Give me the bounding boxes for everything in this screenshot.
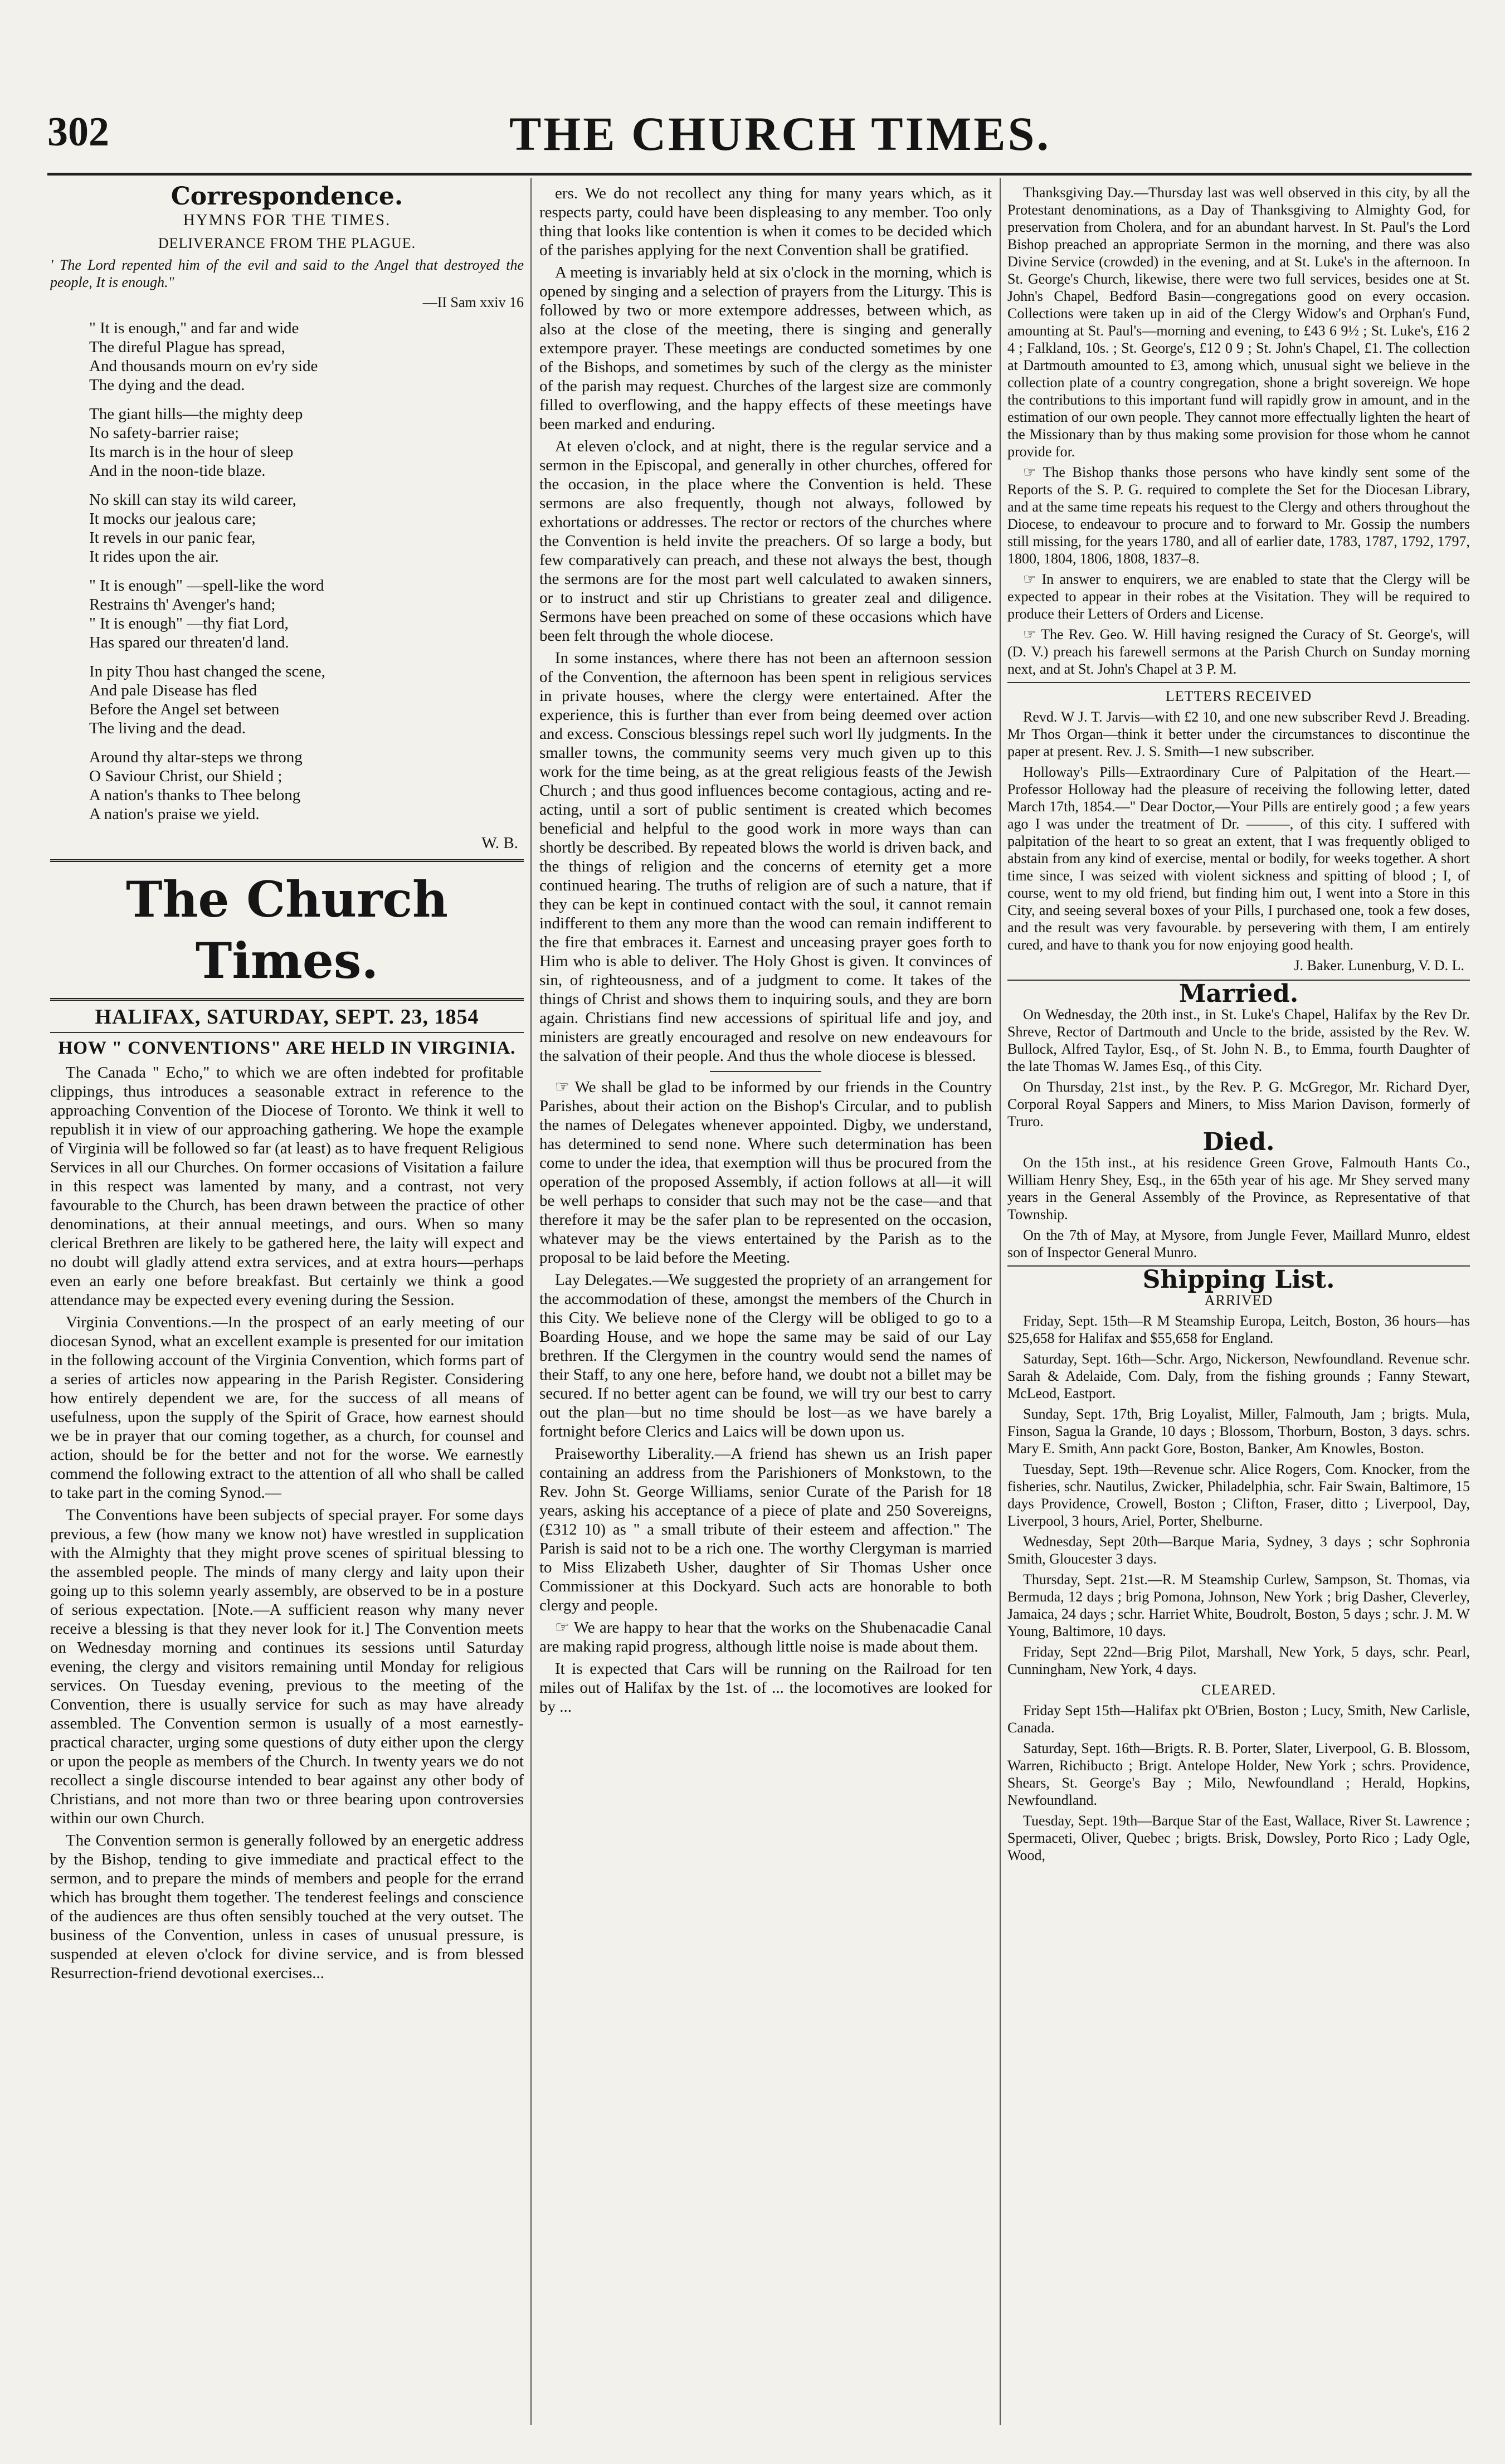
page-number: 302 (47, 109, 109, 155)
married-notice: On Thursday, 21st inst., by the Rev. P. G. McGregor, Mr. Richard Dyer, Corporal Royal Sappers and Miners, to Miss Marion Davison, formerly of Truro. (1007, 1079, 1470, 1129)
died-notice: On the 7th of May, at Mysore, from Jungle Fever, Maillard Munro, eldest son of Inspector General Munro. (1007, 1227, 1470, 1260)
notice-paragraph: ☞ We shall be glad to be informed by our friends in the Country Parishes, about their action on the Bishop's Circular, and to publish the names of Delegates whenever appointed. Digby, we understand, has determined to send none. Where such determination has been come to under the idea, that exemption will thus be procured from the operation of the proposed Assembly, if action follows at all—it will be well perhaps to consider that such may not be the case—and that therefore it may be the safer plan to be represented on the occasion, whatever may be the views entertained by the Parish as to the proposal to be laid before the Meeting. (539, 1078, 992, 1267)
rule (1007, 682, 1470, 683)
article-paragraph: ers. We do not recollect any thing for many years which, as it respects party, could have been displeasing to any member. Too only thing that looks like contention is when it comes to be decided which of the parishes applying for the next Convention shall be gratified. (539, 184, 992, 259)
cleared-entry: Saturday, Sept. 16th—Brigts. R. B. Porter, Slater, Liverpool, G. B. Blossom, Warren, Richibucto ; Brigt. Antelope Holder, New York ; schrs. Providence, Shears, St. George's Bay ; Milo, Newfoundland ; Herald, Hopkins, Newfoundland. (1007, 1740, 1470, 1808)
notice-paragraph: Praiseworthy Liberality.—A friend has shewn us an Irish paper containing an address from the Parishioners of Monkstown, to the Rev. John St. George Williams, senior Curate of the Parish for 18 years, asking his acceptance of a piece of plate and 250 Sovereigns, (£312 10) as " a small tribute of their esteem and affection." The Parish is said not to be a rich one. The worthy Clergyman is married to Miss Elizabeth Usher, daughter of Sir Thomas Usher once Commissioner at this Dockyard. Such acts are honorable to both clergy and people. (539, 1445, 992, 1614)
column-2 (539, 184, 992, 2425)
hymn-stanza: Around thy altar-steps we throng O Saviour Christ, our Shield ; A nation's thanks to Thee belong A nation's praise we yield. (89, 748, 303, 823)
notice-paragraph: It is expected that Cars will be running on the Railroad for ten miles out of Halifax by the 1st. of ... the locomotives are looked for by ... (539, 1660, 992, 1716)
arrival-entry: Wednesday, Sept 20th—Barque Maria, Sydney, 3 days ; schr Sophronia Smith, Gloucester 3 days. (1007, 1533, 1470, 1567)
hymn-stanza: The giant hills—the mighty deep No safety-barrier raise; Its march is in the hour of sleep And in the noon-tide blaze. (89, 405, 303, 480)
arrival-entry: Tuesday, Sept. 19th—Revenue schr. Alice Rogers, Com. Knocker, from the fisheries, schr. Nautilus, Zwicker, Philadelphia, schr. Fair Swain, Baltimore, 15 days Providence, Crowell, Boston ; Clifton, Fraser, ditto ; Liverpool, Day, Liverpool, 3 hours, Ariel, Porter, Shelburne. (1007, 1461, 1470, 1529)
header-rule (47, 173, 1472, 176)
column-3 (1007, 184, 1470, 2425)
hymn-stanza: " It is enough," and far and wide The direful Plague has spread, And thousands mourn on ev'ry side The dying and the dead. (89, 319, 318, 394)
masthead: THE CHURCH TIMES. (509, 107, 1051, 160)
article-heading: HOW " CONVENTIONS" ARE HELD IN VIRGINIA. (58, 1038, 516, 1058)
article-paragraph: In some instances, where there has not been an afternoon session of the Convention, the afternoon has been spent in religious services in private houses, where the clergy were entertained. After the experience, this is further than ever from being deemed over action and excess. Conscious blessings repel such worl lly judgments. In the smaller towns, the community seems very much given up to this work for the time being, as at the great religious feasts of the Jewish Church ; and thus good influences become contagious, acting and re-acting, until a sort of public sentiment is created which becomes beneficial and helpful to the good work in more ways than can shortly be described. By repeated blows the world is driven back, and the things of religion and the concerns of eternity get a more continued hearing. The truths of religion are of such a nature, that if they can be kept in continued contact with the soul, it cannot remain indifferent to them any more than the wood can remain indifferent to the fire that embraces it. Earnest and unceasing prayer goes forth to Him who is able to deliver. The Holy Ghost is given. It convinces of sin, of righteousness, and of a judgment to come. It takes of the things of Christ and shows them to inquiring souls, and they are born again. Christians find new accessions of spiritual life and joy, and ministers are greatly encouraged and resolve on new endeavours for the salvation of their people. And thus the whole diocese is blessed. (539, 649, 992, 1065)
hymn-signature: W. B. (481, 834, 518, 852)
hymn-subheading: DELIVERANCE FROM THE PLAGUE. (158, 235, 416, 251)
letters-paragraph: Holloway's Pills—Extraordinary Cure of Palpitation of the Heart.—Professor Holloway had the pleasure of receiving the following letter, dated March 17th, 1854.—" Dear Doctor,—Your Pills are entirely good ; a few years ago I was under the treatment of Dr. ———, of this city. I suffered with palpitation of the heart to so great an extent, that I was frequently obliged to abstain from any kind of exercise, mental or bodily, for weeks together. A short time since, I was seized with violent sickness and spitting of blood ; I, of course, went to my old friend, but finding him out, I went into a Store in this City, and seeing several boxes of your Pills, I purchased one, took a few doses, and the result was very favourable. by persevering with them, I am entirely cured, and have to thank you for now enjoying good health. (1007, 764, 1470, 953)
died-heading: Died. (1202, 1128, 1275, 1156)
arrival-entry: Thursday, Sept. 21st.—R. M Steamship Curlew, Sampson, St. Thomas, via Bermuda, 12 days ; brig Pomona, Johnson, New York ; brig Dasher, Cleverley, Jamaica, 24 days ; schr. Harriet White, Boudrolt, Boston, 5 days ; schr. J. M. W Young, Baltimore, 10 days. (1007, 1571, 1470, 1639)
arrival-entry: Sunday, Sept. 17th, Brig Loyalist, Miller, Falmouth, Jam ; brigts. Mula, Finson, Sagua la Grande, 10 days ; Blossom, Thorburn, Boston, 3 days. schrs. Mary E. Smith, Ann packt Gore, Boston, Banker, Am Knowles, Boston. (1007, 1406, 1470, 1457)
letters-signature: J. Baker. Lunenburg, V. D. L. (1294, 957, 1464, 973)
letters-heading: LETTERS RECEIVED (1165, 688, 1312, 704)
epigraph: ' The Lord repented him of the evil and said to the Angel that destroyed the people, It is enough." (50, 257, 524, 290)
section-rule (50, 998, 524, 1001)
cleared-entry: Tuesday, Sept. 19th—Barque Star of the East, Wallace, River St. Lawrence ; Spermaceti, Oliver, Quebec ; brigts. Brisk, Dowsley, Porto Rico ; Lady Ogle, Wood, (1007, 1813, 1470, 1863)
cleared-heading: CLEARED. (1201, 1682, 1277, 1698)
hymn-stanza: " It is enough" —spell-like the word Restrains th' Avenger's hand; " It is enough" —thy fiat Lord, Has spared our threaten'd land. (89, 577, 324, 651)
married-notice: On Wednesday, the 20th inst., in St. Luke's Chapel, Halifax by the Rev Dr. Shreve, Rector of Dartmouth and Uncle to the bride, assisted by the Rev. W. Bullock, Alfred Taylor, Esq., of St. John N. B., to Emma, fourth Daughter of the late Thomas W. James Esq., of this City. (1007, 1006, 1470, 1074)
notice-paragraph: Thanksgiving Day.—Thursday last was well observed in this city, by all the Protestant denominations, as a Day of Thanksgiving to Almighty God, for preservation from Cholera, and for an abundant harvest. In St. Paul's the Lord Bishop preached an appropriate Sermon in the morning, and there was also Divine Service (crowded) in the evening, and at St. Luke's in the afternoon. In St. George's Church, likewise, there were two full services, besides one at St. John's Chapel, Bedford Basin—congregations good on every occasion. Collections were taken up in aid of the Clergy Widow's and Orphan's Fund, amounting at St. Paul's—morning and evening, to £43 6 9½ ; St. Luke's, £16 2 4 ; Falkland, 10s. ; St. George's, £12 0 9 ; St. John's Chapel, £1. The collection at Dartmouth amounted to £3, among which, unusual sight we believe in the collection plate of a country congregation, shone a bright sovereign. We hope the contributions to this important fund will rapidly grow in amount, and in the estimation of our own people. They cannot more effectually lighten the heart of the Missionary than by thus making some provision for those whom he cannot provide for. (1007, 184, 1470, 460)
article-paragraph: Virginia Conventions.—In the prospect of an early meeting of our diocesan Synod, what an excellent example is presented for our imitation in the following account of the Virginia Convention, which forms part of a series of articles now appearing in the Parish Register. Considering how entirely dependent we are, for the success of all means of usefulness, upon the supply of the Spirit of Grace, how earnest should we be in prayer that our coming together, as a church, for counsel and action, should be for the better and not for the worse. We earnestly commend the following extract to the attention of all who shall be called to take part in the coming Synod.— (50, 1313, 524, 1502)
died-notice: On the 15th inst., at his residence Green Grove, Falmouth Hants Co., William Henry Shey, Esq., in the 65th year of his age. Mr Shey served many years in the General Assembly of the Province, as Representative of that Township. (1007, 1155, 1470, 1223)
letters-paragraph: Revd. W J. T. Jarvis—with £2 10, and one new subscriber Revd J. Breading. Mr Thos Organ—think it better under the circumstances to discontinue the paper at present. Rev. J. S. Smith—1 new subscriber. (1007, 709, 1470, 759)
column-divider (530, 178, 532, 2425)
column-divider (1000, 178, 1001, 2425)
arrival-entry: Saturday, Sept. 16th—Schr. Argo, Nickerson, Newfoundland. Revenue schr. Sarah & Adelaide, Com. Daly, from the fishing grounds ; Fanny Stewart, McLeod, Eastport. (1007, 1351, 1470, 1401)
cleared-entry: Friday Sept 15th—Halifax pkt O'Brien, Boston ; Lucy, Smith, New Carlisle, Canada. (1007, 1702, 1470, 1736)
married-heading: Married. (1178, 980, 1299, 1008)
notice-paragraph: ☞ In answer to enquirers, we are enabled to state that the Clergy will be expected to appear in their robes at the Visitation. They will be required to produce their Letters of Orders and License. (1007, 571, 1470, 622)
notice-paragraph: ☞ The Rev. Geo. W. Hill having resigned the Curacy of St. George's, will (D. V.) preach his farewell sermons at the Parish Church on Sunday morning next, and at St. John's Chapel at 3 P. M. (1007, 626, 1470, 677)
notice-paragraph: ☞ The Bishop thanks those persons who have kindly sent some of the Reports of the S. P. G. required to complete the Set for the Diocesan Library, and at the same time repeats his request to the Clergy and others throughout the Diocese, to endeavour to procure and to forward to Mr. Gossip the numbers still missing, for the years 1780, and all of earlier date, 1783, 1787, 1792, 1797, 1800, 1804, 1806, 1808, 1837–8. (1007, 464, 1470, 567)
arrived-heading: ARRIVED (1204, 1292, 1273, 1308)
hymn-stanza: No skill can stay its wild career, It mocks our jealous care; It revels in our panic fear, It rides upon the air. (89, 491, 296, 566)
epigraph-reference: —II Sam xxiv 16 (422, 294, 524, 310)
hymn-heading: HYMNS FOR THE TIMES. (183, 211, 391, 229)
article-paragraph: The Conventions have been subjects of special prayer. For some days previous, a few (how many we know not) have wrestled in supplication with the Almighty that they might prove scenes of spiritual blessing to the assembled people. The minds of many clergy and laity upon their going up to this solemn yearly assembly, are observed to be in a posture of serious expectation. [Note.—A sufficient reason why many never receive a blessing is that they never look for it.] The Convention meets on Wednesday morning and continues its sessions until Saturday evening, the clergy and visitors remaining until Monday for religious services. On Tuesday evening, previous to the meeting of the Convention, there is usually service for such as may have already assembled. The Convention sermon is usually of a most earnestly-practical character, urging some questions of duty either upon the clergy or upon the people as members of the Church. In twenty years we do not recollect a single discourse intended to bear against any other body of Christians, and not more than two or three bearing upon controversies within our own Church. (50, 1506, 524, 1827)
shipping-heading: Shipping List. (1142, 1265, 1335, 1294)
section-rule (50, 859, 524, 862)
arrival-entry: Friday, Sept. 15th—R M Steamship Europa, Leitch, Boston, 36 hours—has $25,658 for Halifax and $55,658 for England. (1007, 1313, 1470, 1346)
article-paragraph: At eleven o'clock, and at night, there is the regular service and a sermon in the Episcopal, and generally in other churches, offered for the occasion, in the place where the Convention is held. These sermons are also frequently, though not always, followed by exhortations or addresses. The rector or rectors of the churches where the Convention is held invite the preachers. Of so large a body, but few comparatively can preach, and these not always the best, though the sermons are for the most part well calculated to awaken sinners, or to instruct and stir up Christians to greater zeal and diligence. Sermons have been preached on some of these occasions which have been felt through the whole diocese. (539, 437, 992, 645)
paper-title: The Church Times. (125, 870, 448, 990)
article-paragraph: The Convention sermon is generally followed by an energetic address by the Bishop, tending to give immediate and practical effect to the sermon, and to prepare the minds of members and people for the errand which has brought them together. The tenderest feelings and conscience of the audiences are thus often sensibly touched at the very outset. The business of the Convention, unless in cases of unusual pressure, is suspended at eleven o'clock for divine service, and is from blessed Resurrection-friend devotional exercises... (50, 1832, 524, 1982)
article-paragraph: The Canada " Echo," to which we are often indebted for profitable clippings, thus introduces a seasonable extract in reference to the approaching Convention of the Diocese of Toronto. We think it well to republish it in view of our approaching gathering. We hope the example of Virginia will be followed so far (at least) as to have frequent Religious Services in all our Churches. On former occasions of Visitation a failure in this respect was lamented by many, and a contrast, not very favourable to the Church, has been drawn between the practice of other denominations, at their annual meetings, and ours. When so many clerical Brethren are likely to be gathered here, the laity will expect and no doubt will gladly attend extra services, and at extra hours—perhaps even an early one before breakfast. But certainly we think a good attendance may be expected every evening during the Session. (50, 1064, 524, 1309)
article-paragraph: A meeting is invariably held at six o'clock in the morning, which is opened by singing and a selection of prayers from the Liturgy. This is followed by two or more extempore addresses, between which, as also at the close of the meeting, there is singing and generally extempore prayer. These meetings are conducted sometimes by one of the Bishops, and sometimes by such of the clergy as the minister of the parish may request. Churches of the largest size are commonly filled to overflowing, and the happy effects of these meetings have been marked and enduring. (539, 264, 992, 433)
column-1 (50, 184, 524, 2425)
hymn-stanza: In pity Thou hast changed the scene, And pale Disease has fled Before the Angel set between The living and the dead. (89, 663, 325, 737)
notice-paragraph: ☞ We are happy to hear that the works on the Shubenacadie Canal are making rapid progress, although little noise is made about them. (539, 1619, 992, 1655)
notice-paragraph: Lay Delegates.—We suggested the propriety of an arrangement for the accommodation of these, amongst the members of the Church in this City. We believe none of the Clergy will be obliged to go to a Boarding House, and we hope the same may be said of our Lay brethren. If the Clergymen in the country would send the names of their Staff, to any one here, before hand, we doubt not a billet may be secured. If no better agent can be found, we will try our best to carry out the plan—but no time should be lost—as we have barely a fortnight before Clerics and Laics will be down upon us. (539, 1271, 992, 1440)
rule (710, 1071, 821, 1072)
rule (50, 1032, 524, 1033)
dateline: HALIFAX, SATURDAY, SEPT. 23, 1854 (95, 1005, 479, 1029)
arrival-entry: Friday, Sept 22nd—Brig Pilot, Marshall, New York, 5 days, schr. Pearl, Cunningham, New York, 4 days. (1007, 1644, 1470, 1677)
correspondence-heading: Correspondence. (171, 184, 403, 211)
